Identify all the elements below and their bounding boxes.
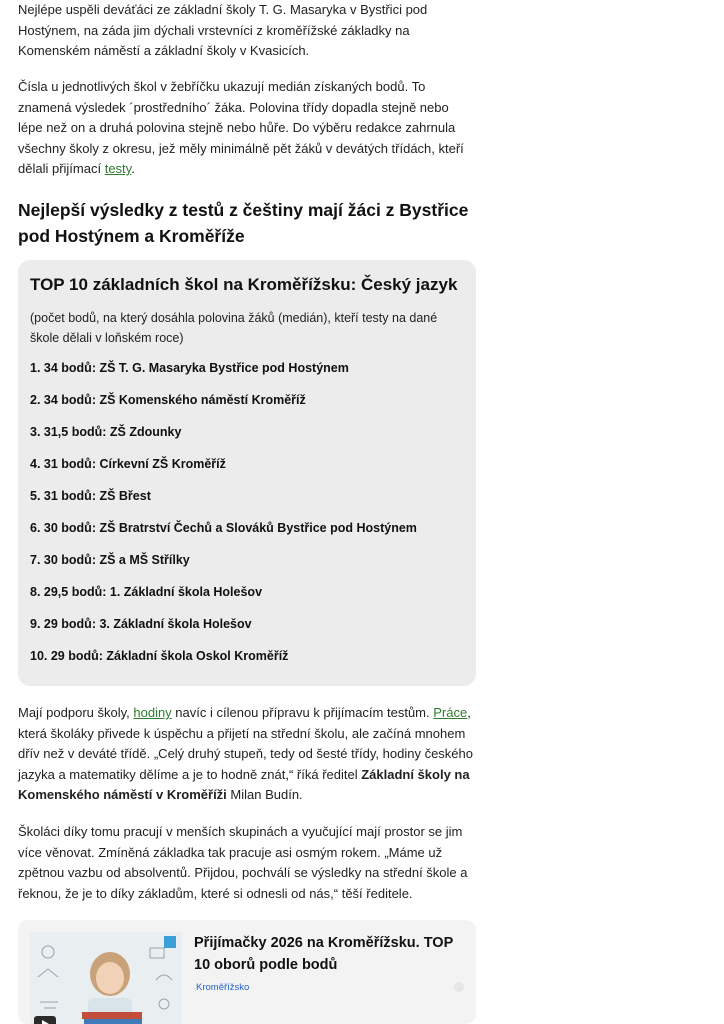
related-article-card[interactable] — [18, 920, 476, 1024]
support-text-3: , která školáky přivede k úspěchu a přijetí na střední školu, ale začíná mnohem dřív než v deváté třídě. „Celý druhý stupeň, tedy od šesté třídy, hodiny českého jazyka a matematiky dělíme a je to hodně znát,“ říká ředitel — [18, 705, 473, 782]
prace-link[interactable]: Práce — [433, 705, 468, 720]
ranking-item: 3. 31,5 bodů: ZŠ Zdounky — [30, 425, 182, 439]
card-title[interactable]: Přijímačky 2026 na Kroměřížsku. TOP 10 oborů podle bodů — [194, 935, 453, 973]
method-paragraph — [18, 77, 476, 180]
article-thumbnail[interactable] — [30, 932, 182, 1024]
ranking-item: 8. 29,5 bodů: 1. Základní škola Holešov — [30, 585, 263, 599]
ranking-note: (počet bodů, na který dosáhla polovina žáků (medián), kteří testy na dané škole dělali v loňském roce) — [30, 311, 438, 345]
ranking-item: 1. 34 bodů: ZŠ T. G. Masaryka Bystřice pod Hostýnem — [30, 361, 349, 375]
ranking-box — [18, 260, 476, 686]
ranking-item: 5. 31 bodů: ZŠ Břest — [30, 489, 151, 503]
support-text-4: Milan Budín. — [226, 787, 303, 802]
groups-paragraph: Školáci díky tomu pracují v menších skupinách a vyučující mají prostor se jim více věnovat. Zmíněná základka tak pracuje asi osmým rokem. „Máme už zpětnou vazbu od absolventů. Přijdou, pochválí se výsledky na střední škole a řeknou, že je to díky základům, které si odnesli od nás,“ těší ředitele. — [18, 824, 468, 901]
ranking-list — [30, 359, 464, 679]
card-category-tag[interactable]: Kroměřížsko — [196, 982, 250, 993]
ranking-item: 2. 34 bodů: ZŠ Komenského náměstí Kroměříž — [30, 393, 306, 407]
tests-link[interactable]: testy — [104, 161, 132, 176]
hodiny-link[interactable]: hodiny — [133, 705, 172, 720]
ranking-item: 10. 29 bodů: Základní škola Oskol Kroměříž — [30, 649, 289, 663]
ranking-item: 4. 31 bodů: Církevní ZŠ Kroměříž — [30, 457, 226, 471]
ranking-item: 6. 30 bodů: ZŠ Bratrství Čechů a Slováků Bystřice pod Hostýnem — [30, 521, 417, 535]
support-text-2: navíc i cílenou přípravu k přijímacím testům. — [171, 705, 434, 720]
ranking-item: 9. 29 bodů: 3. Základní škola Holešov — [30, 617, 252, 631]
student-illustration-icon — [30, 932, 182, 1024]
ranking-title: TOP 10 základních škol na Kroměřížsku: Český jazyk — [30, 275, 458, 294]
ranking-item: 7. 30 bodů: ZŠ a MŠ Střílky — [30, 553, 190, 567]
method-text: Čísla u jednotlivých škol v žebříčku ukazují medián získaných bodů. To znamená výsledek ´prostředního´ žáka. Polovina třídy dopadla stejně nebo lépe než on a druhá polovina stejně nebo hůře. Do výběru redakce zahrnula všechny školy z okresu, jež měly minimálně pět žáků v devátých třídách, kteří dělali přijímací — [18, 79, 464, 176]
method-end: . — [131, 161, 135, 176]
support-paragraph — [18, 703, 476, 806]
section-heading: Nejlepší výsledky z testů z češtiny mají žáci z Bystřice pod Hostýnem a Kroměříže — [18, 200, 469, 246]
card-menu-icon[interactable] — [454, 982, 464, 992]
support-text-1: Mají podporu školy, — [18, 705, 134, 720]
school-name-bold: Základní školy na Komenského náměstí v Kroměříži — [18, 766, 470, 802]
intro-paragraph: Nejlépe uspěli deváťáci ze základní školy T. G. Masaryka v Bystřici pod Hostýnem, na záda jim dýchali vrstevníci z kroměřížské základky na Komenském náměstí a základní školy v Kvasicích. — [18, 2, 428, 58]
